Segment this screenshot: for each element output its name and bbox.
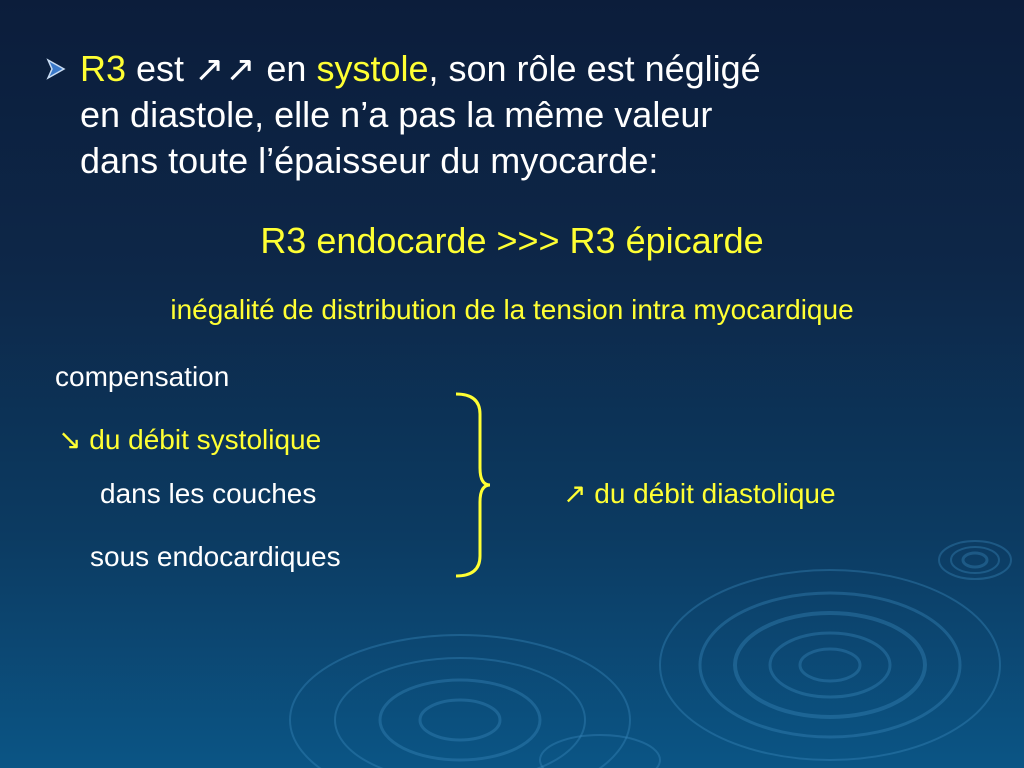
ripple-ring: [660, 570, 1000, 760]
bullet-line2: en diastole, elle n’a pas la même valeur: [80, 94, 713, 135]
debit-diastolique-text: ↗ du débit diastolique: [563, 478, 836, 509]
r3-comparison: R3 endocarde >>> R3 épicarde: [260, 220, 764, 261]
ripple-ring: [800, 649, 860, 681]
arrow-bullet-icon: [46, 46, 80, 80]
ripple-ring: [770, 633, 890, 697]
ripple-ring: [380, 680, 540, 760]
systole-term: systole: [316, 48, 429, 89]
ripple-ring: [700, 593, 960, 737]
bullet-paragraph: [46, 46, 946, 184]
right-brace-icon: [450, 390, 494, 580]
r3-term: R3: [80, 48, 127, 89]
ripple-ring: [290, 635, 630, 768]
ripple-ring: [540, 735, 660, 768]
bullet-line3: dans toute l’épaisseur du myocarde:: [80, 140, 659, 181]
bullet-text: [80, 46, 946, 184]
dans-les-couches-text: dans les couches: [100, 478, 317, 509]
ripple-ring: [951, 547, 999, 573]
inegalite-text: inégalité de distribution de la tension intra myocardique: [170, 294, 854, 325]
ripple-ring: [335, 658, 585, 768]
ripple-ring: [735, 613, 925, 717]
est-word: est: [126, 48, 195, 89]
double-up-arrow-icon: ↗↗: [194, 48, 257, 89]
debit-systolique-text: ↘ du débit systolique: [58, 424, 322, 455]
compensation-label: compensation: [55, 361, 230, 392]
ripple-ring: [939, 541, 1011, 579]
sous-endocardiques-text: sous endocardiques: [90, 541, 341, 572]
en-word: en: [256, 48, 317, 89]
bullet-line1-rest: , son rôle est négligé: [428, 48, 761, 89]
ripple-ring: [963, 553, 987, 567]
ripple-ring: [420, 700, 500, 740]
